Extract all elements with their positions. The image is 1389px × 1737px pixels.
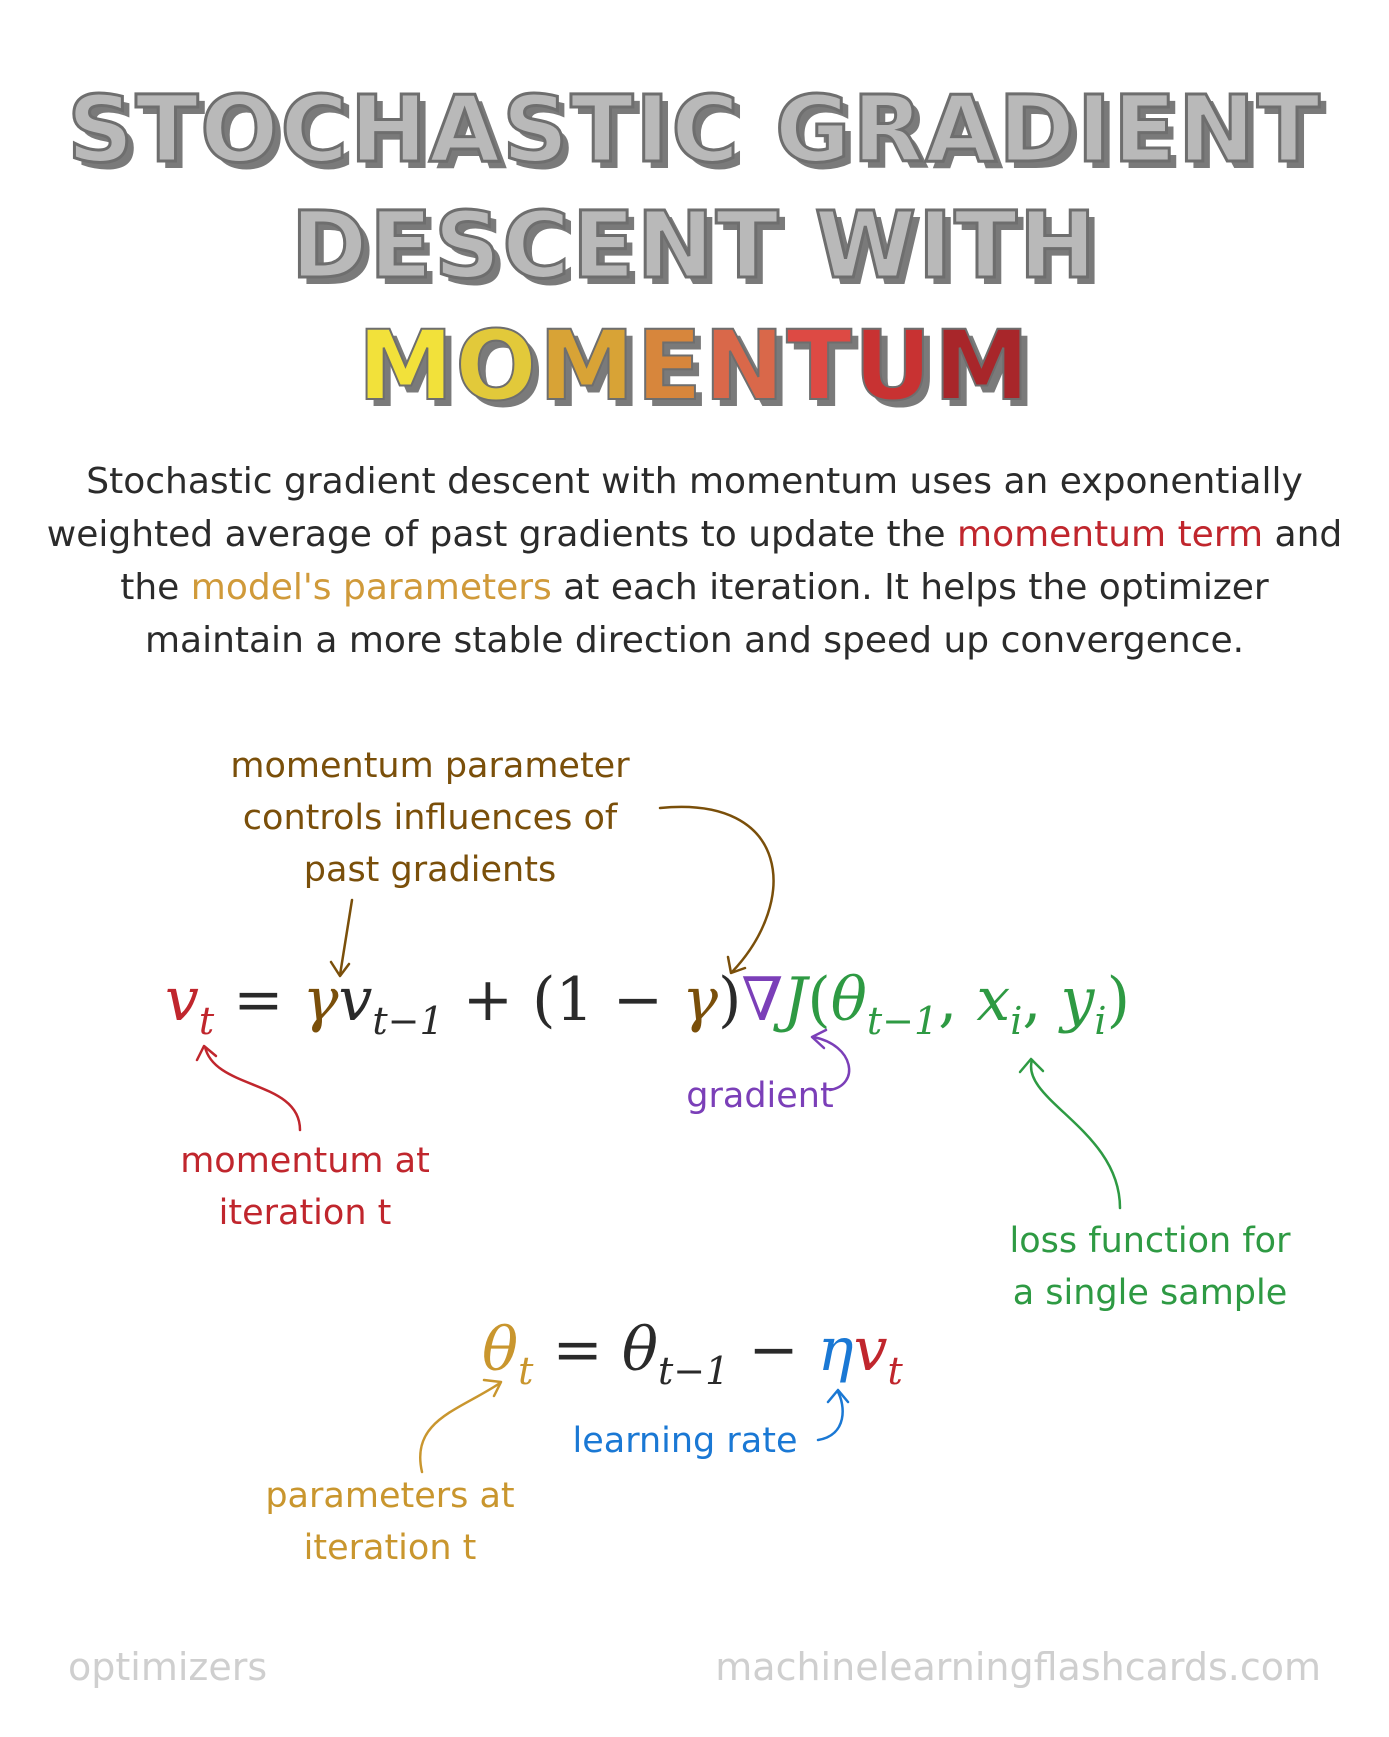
eq2-eta: η <box>817 1315 854 1385</box>
arrow-to-gamma-2 <box>660 807 773 972</box>
annotation-line: momentum parameter <box>230 746 630 786</box>
eq-theta: θ <box>830 965 867 1035</box>
eq2-v: v <box>853 1315 888 1385</box>
eq-sub-tminus1-b: t−1 <box>866 999 939 1043</box>
eq-sub-i: i <box>1010 999 1023 1043</box>
eq-gamma-2: γ <box>682 965 718 1035</box>
intro-highlight-momentum-term: momentum term <box>957 514 1264 555</box>
intro-highlight-model-parameters: model's parameters <box>190 567 552 608</box>
eq2-minus: − <box>729 1315 818 1385</box>
annotation-line: controls influences of <box>242 798 618 838</box>
intro-text-3: at each iteration. It helps the optimizer maintain a more stable direction and speed up convergence. <box>144 567 1269 661</box>
eq-gamma: γ <box>302 965 339 1035</box>
eq2-sub-t: t <box>518 1349 534 1393</box>
annotation-line: past gradients <box>303 850 557 890</box>
eq2-theta: θ <box>482 1315 519 1385</box>
title-letter: O <box>455 310 539 422</box>
eq-x: x <box>976 965 1011 1035</box>
annotation-line: loss function for <box>1009 1221 1291 1261</box>
eq-sub-t: t <box>198 999 215 1043</box>
intro-text-1: Stochastic gradient descent with momentum uses an exponentially weighted average of past gradients to update the <box>46 461 1303 555</box>
eq2-sub-t-2: t <box>887 1349 903 1393</box>
eq-nabla: ∇ <box>741 965 784 1035</box>
arrow-to-theta <box>420 1383 500 1472</box>
arrow-to-v <box>205 1047 300 1130</box>
eq2-theta-prev: θ <box>621 1315 658 1385</box>
annotation-line: a single sample <box>1012 1273 1288 1313</box>
title-letter: U <box>853 310 934 422</box>
title-letter: E <box>636 310 704 422</box>
title-letter: M <box>933 310 1032 422</box>
arrow-to-nabla <box>813 1037 849 1090</box>
eq-y: y <box>1060 965 1095 1035</box>
title-line-2: DESCENT WITH <box>290 192 1099 299</box>
arrow-head <box>828 1390 848 1402</box>
eq-sub-i-2: i <box>1094 999 1107 1043</box>
arrow-to-loss <box>1031 1060 1120 1208</box>
intro-text-2: and the <box>120 514 1343 608</box>
eq-equals: = <box>214 965 303 1035</box>
eq-plus: + (1 − <box>443 965 683 1035</box>
title-letter: N <box>703 310 787 422</box>
eq-v: v <box>165 965 199 1035</box>
eq-v-prev: v <box>338 965 373 1035</box>
annotation-line: parameters at <box>265 1476 515 1516</box>
title-letter: T <box>786 310 854 422</box>
title-letter: M <box>538 310 637 422</box>
footer-website: machinelearningflashcards.com <box>715 1645 1321 1689</box>
eq-close-paren: ) <box>717 965 742 1035</box>
title-letter: M <box>357 310 456 422</box>
eq-J: J <box>783 965 808 1035</box>
eq-sub-tminus1: t−1 <box>372 999 444 1043</box>
eq-open-paren: ( <box>807 965 831 1035</box>
eq-comma: , <box>938 965 977 1035</box>
annotation-gradient: gradient <box>686 1076 834 1116</box>
eq-close-paren-2: ) <box>1106 965 1130 1035</box>
annotation-learning-rate: learning rate <box>572 1421 798 1461</box>
annotation-line: iteration t <box>218 1193 392 1233</box>
annotation-line: iteration t <box>303 1528 477 1568</box>
annotation-line: momentum at <box>180 1141 430 1181</box>
title-line-1: STOCHASTIC GRADIENT <box>67 76 1322 183</box>
eq-comma-2: , <box>1022 965 1061 1035</box>
footer-category: optimizers <box>68 1645 268 1689</box>
eq2-sub-tminus1: t−1 <box>657 1349 730 1393</box>
eq2-equals: = <box>533 1315 622 1385</box>
